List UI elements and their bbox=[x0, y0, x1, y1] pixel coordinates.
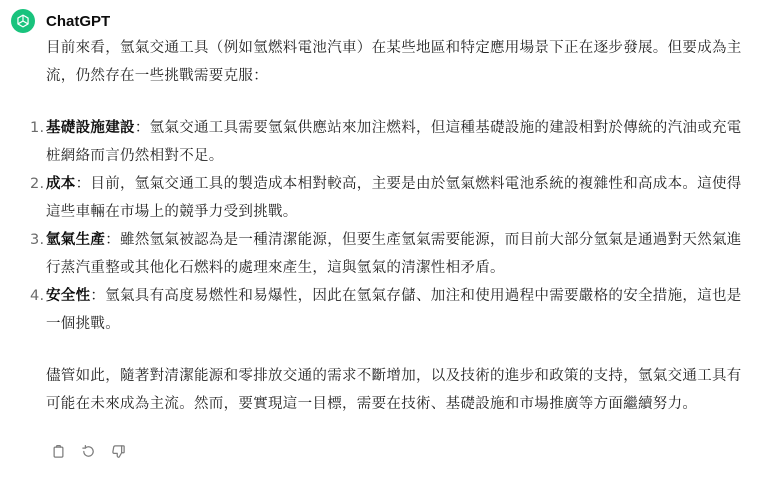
list-item-text: ：氫氣交通工具需要氫氣供應站來加注燃料，但這種基礎設施的建設相對於傳統的汽油或充電桩網絡而言仍然相對不足。 bbox=[46, 120, 742, 164]
list-number: 3. bbox=[30, 232, 45, 248]
message-actions bbox=[47, 442, 129, 464]
openai-logo-icon bbox=[11, 9, 35, 33]
dislike-button[interactable] bbox=[107, 442, 129, 464]
message-content bbox=[30, 34, 746, 418]
copy-icon bbox=[51, 444, 66, 463]
list-item-text: ：雖然氫氣被認為是一種清潔能源，但要生產氫氣需要能源，而目前大部分氫氣是通過對天然氣進行蒸汽重整或其他化石燃料的處理來產生，這與氫氣的清潔性相矛盾。 bbox=[46, 232, 742, 276]
thumbs-down-icon bbox=[111, 444, 126, 463]
list-item-title: 氫氣生產 bbox=[46, 232, 106, 248]
list-number: 4. bbox=[30, 288, 45, 304]
list-item bbox=[30, 282, 746, 338]
conclusion-paragraph: 儘管如此，隨著對清潔能源和零排放交通的需求不斷增加，以及技術的進步和政策的支持，氫氣交通工具有可能在未來成為主流。然而，要實現這一目標，需要在技術、基礎設施和市場推廣等方面繼續努力。 bbox=[46, 368, 742, 412]
list-number: 1. bbox=[30, 120, 45, 136]
list-item bbox=[30, 226, 746, 282]
regenerate-icon bbox=[81, 444, 96, 463]
list-item-text: ：氫氣具有高度易燃性和易爆性，因此在氫氣存儲、加注和使用過程中需要嚴格的安全措施，這也是一個挑戰。 bbox=[46, 288, 742, 332]
challenges-list bbox=[30, 114, 746, 338]
intro-paragraph: 目前來看，氫氣交通工具（例如氫燃料電池汽車）在某些地區和特定應用場景下正在逐步發展。但要成為主流，仍然存在一些挑戰需要克服： bbox=[46, 40, 742, 84]
regenerate-button[interactable] bbox=[77, 442, 99, 464]
list-number: 2. bbox=[30, 176, 45, 192]
list-item bbox=[30, 170, 746, 226]
message-header bbox=[11, 9, 110, 33]
list-item bbox=[30, 114, 746, 170]
list-item-title: 基礎設施建設 bbox=[46, 120, 135, 136]
copy-button[interactable] bbox=[47, 442, 69, 464]
sender-name: ChatGPT bbox=[46, 12, 111, 30]
list-item-title: 安全性 bbox=[46, 288, 91, 304]
list-item-title: 成本 bbox=[46, 176, 76, 192]
list-item-text: ：目前，氫氣交通工具的製造成本相對較高，主要是由於氫氣燃料電池系統的複雜性和高成本。這使得這些車輛在市場上的競爭力受到挑戰。 bbox=[46, 176, 742, 220]
